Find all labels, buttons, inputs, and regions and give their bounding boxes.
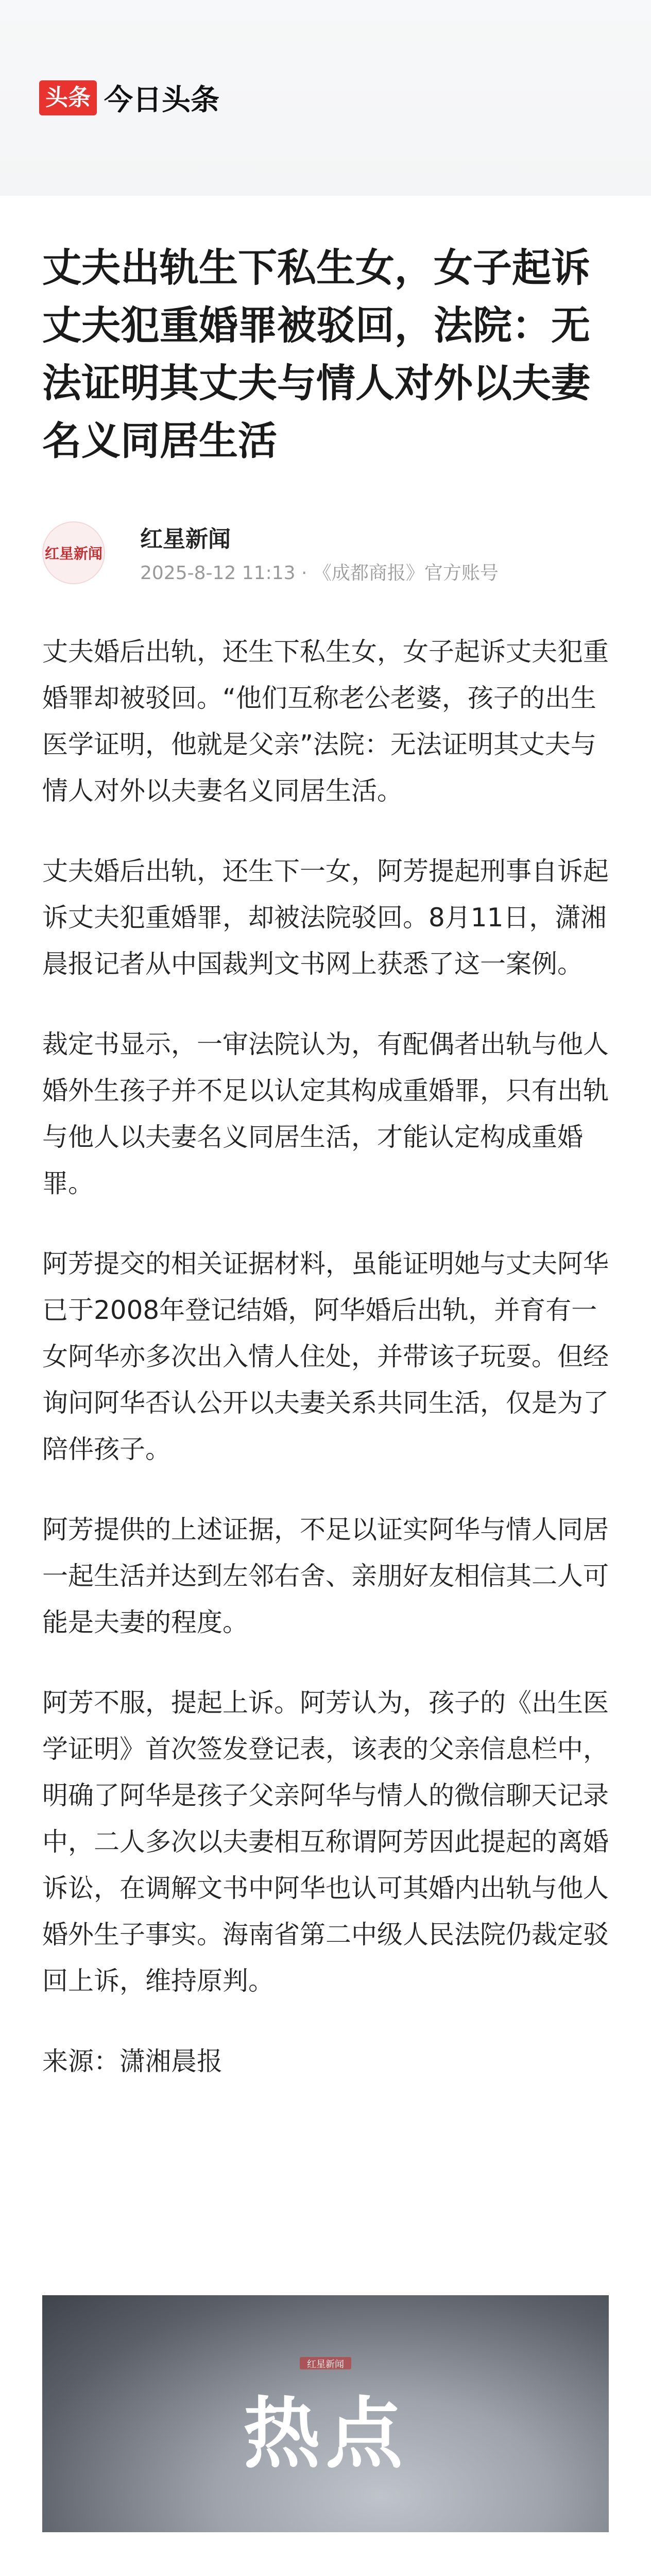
- app-header: [0, 0, 651, 196]
- author-name[interactable]: 红星新闻: [140, 526, 231, 552]
- app-name: 今日头条: [104, 83, 219, 117]
- hot-topic-banner[interactable]: [42, 2295, 609, 2532]
- paragraph-6: 阿芳不服，提起上诉。阿芳认为，孩子的《出生医学证明》首次签发登记表，该表的父亲信息栏中，明确了阿华是孩子父亲阿华与情人的微信聊天记录中，二人多次以夫妻相互称谓阿芳因此提起的离婚诉讼，在调解文书中阿华也认可其婚内出轨与他人婚外生子事实。海南省第二中级人民法院仍裁定驳回上诉，维持原判。: [42, 1688, 609, 1996]
- article-title: 丈夫出轨生下私生女，女子起诉丈夫犯重婚罪被驳回，法院：无法证明其丈夫与情人对外以夫妻名义同居生活: [42, 245, 590, 464]
- banner-logo: 红星新闻: [300, 2357, 351, 2369]
- author-info: [140, 520, 499, 585]
- author-avatar[interactable]: 红星新闻: [42, 521, 105, 584]
- article-card: [0, 196, 651, 2576]
- app-brand[interactable]: [39, 77, 219, 118]
- banner-title: 热点: [243, 2389, 408, 2479]
- paragraph-1: 丈夫婚后出轨，还生下私生女，女子起诉丈夫犯重婚罪却被驳回。“他们互称老公老婆，孩子的出生医学证明，他就是父亲”法院：无法证明其丈夫与情人对外以夫妻名义同居生活。: [42, 637, 609, 806]
- source-line: 来源：潇湘晨报: [42, 2046, 222, 2076]
- paragraph-2: 丈夫婚后出轨，还生下一女，阿芳提起刑事自诉起诉丈夫犯重婚罪，却被法院驳回。8月11日，潇湘晨报记者从中国裁判文书网上获悉了这一案例。: [42, 856, 609, 979]
- paragraph-4: 阿芳提交的相关证据材料，虽能证明她与丈夫阿华已于2008年登记结婚，阿华婚后出轨，并育有一女阿华亦多次出入情人住处，并带该子玩耍。但经询问阿华否认公开以夫妻关系共同生活，仅是为了陪伴孩子。: [42, 1249, 609, 1464]
- paragraph-5: 阿芳提供的上述证据，不足以证实阿华与情人同居一起生活并达到左邻右舍、亲朋好友相信其二人可能是夫妻的程度。: [42, 1515, 609, 1637]
- article-body: [42, 629, 609, 2119]
- toutiao-logo-icon: 头条: [39, 80, 97, 115]
- paragraph-3: 裁定书显示，一审法院认为，有配偶者出轨与他人婚外生孩子并不足以认定其构成重婚罪，只有出轨与他人以夫妻名义同居生活，才能认定构成重婚罪。: [42, 1029, 609, 1198]
- author-row[interactable]: [42, 520, 499, 585]
- publish-meta: 2025-8-12 11:13 · 《成都商报》官方账号: [140, 563, 499, 584]
